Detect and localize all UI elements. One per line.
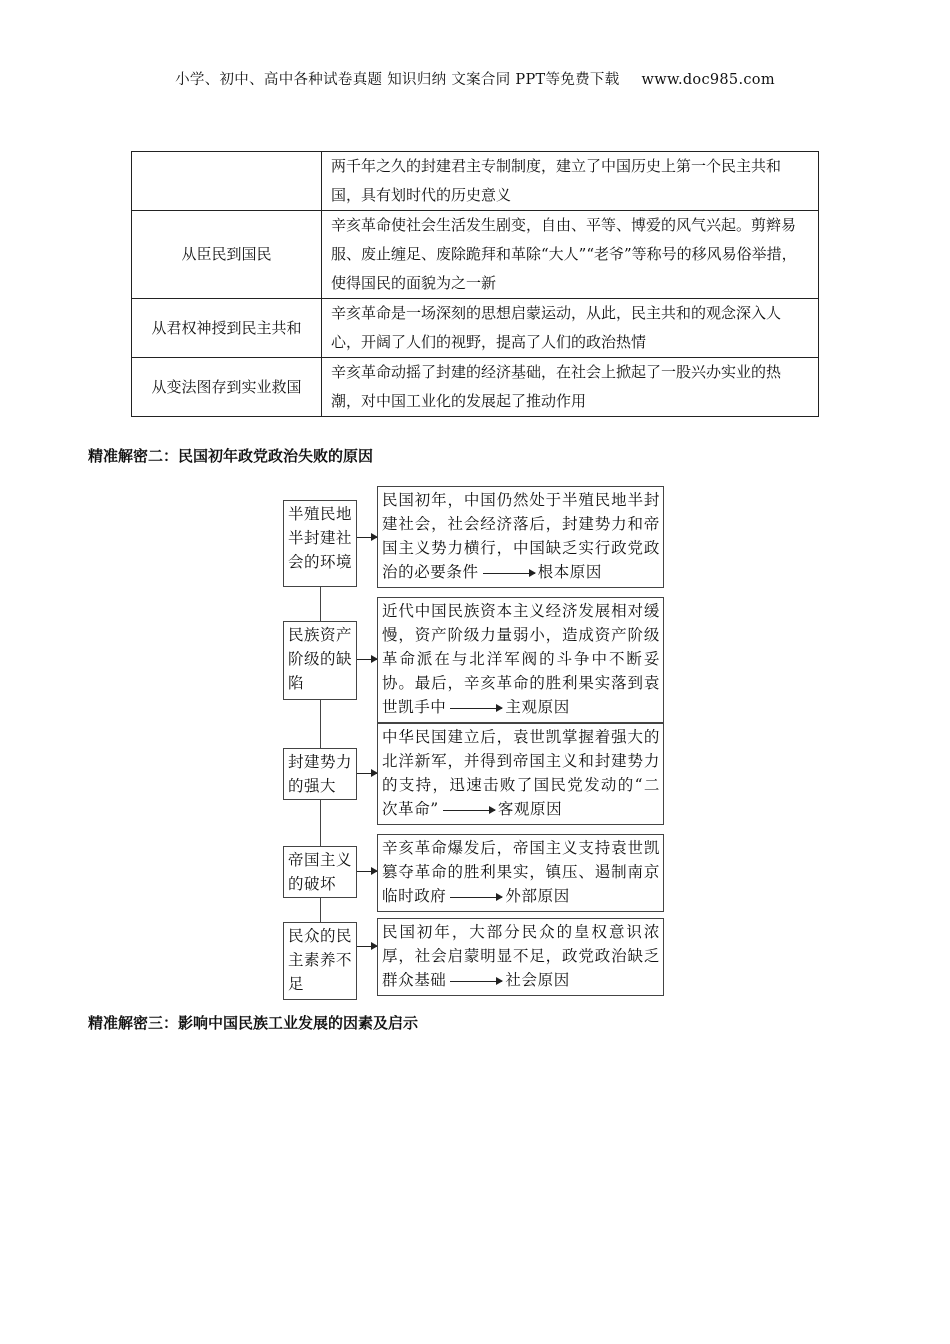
- cause-label: 民族资产阶级的缺陷: [283, 621, 357, 700]
- row-content: 辛亥革命动摇了封建的经济基础，在社会上掀起了一股兴办实业的热潮，对中国工业化的发展起了推动作用: [322, 358, 819, 417]
- cause-result: 客观原因: [497, 800, 563, 818]
- cause-detail: [377, 723, 664, 825]
- result-arrow-icon: [443, 810, 495, 811]
- header-site: www.doc985.com: [641, 72, 775, 88]
- cause-text: 近代中国民族资本主义经济发展相对缓慢，资产阶级力量弱小，造成资产阶级革命派在与北洋军阀的斗争中不断妥协。最后，辛亥革命的胜利果实落到袁世凯手中: [382, 602, 660, 716]
- row-label: 从君权神授到民主共和: [132, 299, 322, 358]
- table-row: [132, 299, 819, 358]
- row-label: 从变法图存到实业救国: [132, 358, 322, 417]
- connector-arrow: [357, 773, 377, 774]
- cause-detail: [377, 918, 664, 996]
- row-label: [132, 152, 322, 211]
- cause-result: 主观原因: [505, 698, 570, 716]
- table-row: [132, 358, 819, 417]
- result-arrow-icon: [450, 897, 502, 898]
- table-row: [132, 152, 819, 211]
- cause-text: 中华民国建立后，袁世凯掌握着强大的北洋新军，并得到帝国主义和封建势力的支持，迅速击败了国民党发动的“二次革命”: [382, 728, 660, 818]
- summary-table: [131, 151, 819, 417]
- connector-arrow: [357, 659, 377, 660]
- table-row: [132, 211, 819, 299]
- cause-diagram: [283, 486, 665, 991]
- cause-result: 外部原因: [505, 887, 570, 905]
- row-label: 从臣民到国民: [132, 211, 322, 299]
- row-content: 辛亥革命是一场深刻的思想启蒙运动，从此，民主共和的观念深入人心，开阔了人们的视野，提高了人们的政治热情: [322, 299, 819, 358]
- row-content: 辛亥革命使社会生活发生剧变，自由、平等、博爱的风气兴起。剪辫易服、废止缠足、废除跪拜和革除“大人”“老爷”等称号的移风易俗举措，使得国民的面貌为之一新: [322, 211, 819, 299]
- page-header: [0, 68, 950, 89]
- cause-label: 帝国主义的破坏: [283, 846, 357, 898]
- cause-result: 社会原因: [505, 971, 570, 989]
- section-2-title: 精准解密二：民国初年政党政治失败的原因: [88, 447, 374, 465]
- result-arrow-icon: [450, 981, 502, 982]
- connector-arrow: [357, 537, 377, 538]
- result-arrow-icon: [483, 573, 535, 574]
- result-arrow-icon: [450, 708, 502, 709]
- cause-text: 辛亥革命爆发后，帝国主义支持袁世凯篡夺革命的胜利果实，镇压、遏制南京临时政府: [382, 839, 660, 905]
- cause-detail: [377, 486, 664, 588]
- connector-arrow: [357, 871, 377, 872]
- cause-text: 民国初年，大部分民众的皇权意识浓厚，社会启蒙明显不足，政党政治缺乏群众基础: [382, 923, 660, 989]
- cause-detail: [377, 834, 664, 912]
- cause-label: 封建势力的强大: [283, 748, 357, 800]
- section-3-title: 精准解密三：影响中国民族工业发展的因素及启示: [88, 1014, 419, 1032]
- row-content: 两千年之久的封建君主专制制度，建立了中国历史上第一个民主共和国，具有划时代的历史意义: [322, 152, 819, 211]
- connector-arrow: [357, 946, 377, 947]
- cause-label: 民众的民主素养不足: [283, 922, 357, 1000]
- header-text: 小学、初中、高中各种试卷真题 知识归纳 文案合同 PPT等免费下载: [175, 72, 620, 88]
- cause-result: 根本原因: [537, 563, 603, 581]
- cause-text: 民国初年，中国仍然处于半殖民地半封建社会，社会经济落后，封建势力和帝国主义势力横行，中国缺乏实行政党政治的必要条件: [382, 491, 660, 581]
- cause-detail: [377, 597, 664, 723]
- cause-label: 半殖民地半封建社会的环境: [283, 500, 357, 587]
